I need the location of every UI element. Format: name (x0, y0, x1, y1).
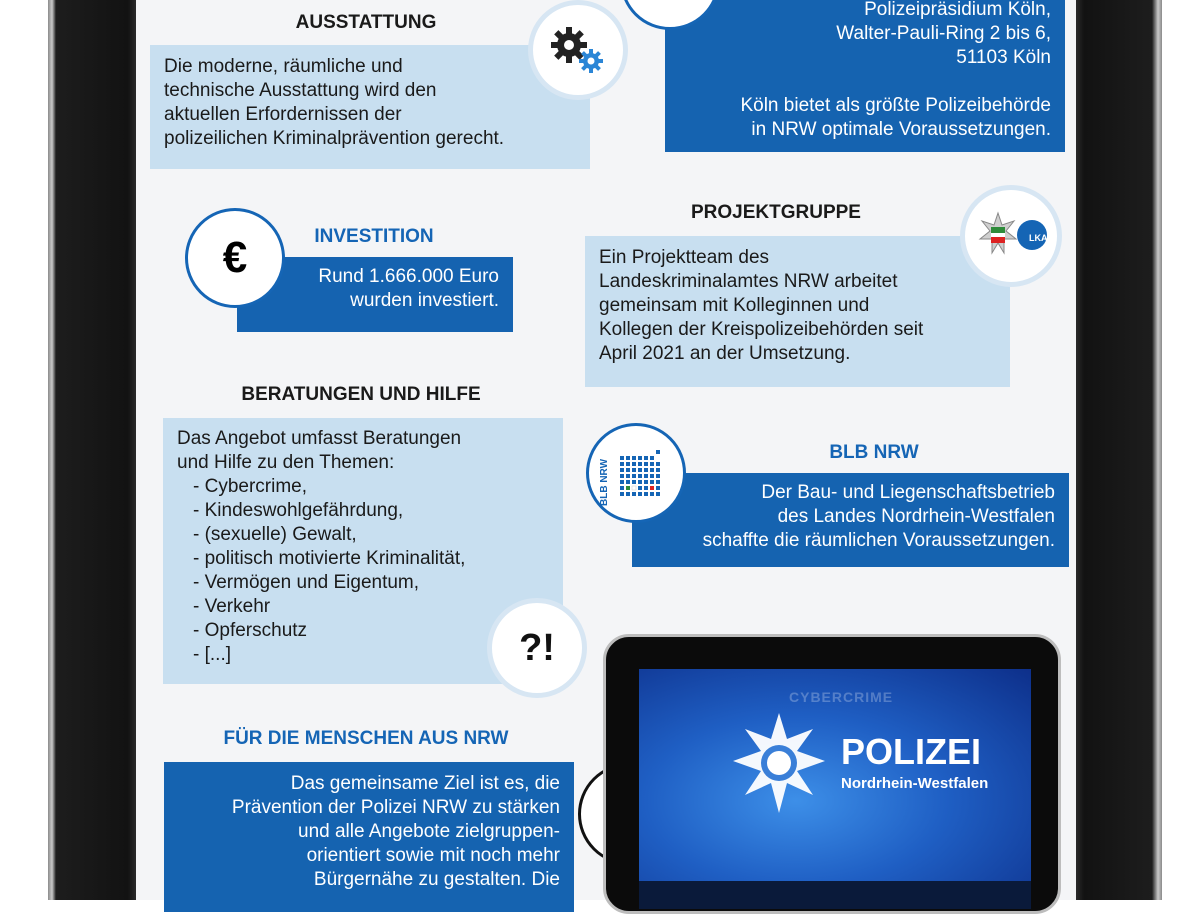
standort-line: Walter-Pauli-Ring 2 bis 6, (836, 23, 1051, 44)
standort-note-line: Köln bietet als größte Polizeibehörde (740, 95, 1051, 116)
tablet-mockup (603, 634, 1061, 914)
beratungen-intro-line: Das Angebot umfasst Beratungen (177, 428, 462, 449)
blb-line: Der Bau- und Liegenschaftsbetrieb (761, 482, 1055, 503)
beratungen-item: - politisch motivierte Kriminalität, (193, 548, 466, 569)
beratungen-item: - Verkehr (193, 596, 271, 617)
tablet-screen-floor (639, 881, 1031, 909)
beratungen-item: - [...] (193, 644, 231, 665)
menschen-box (164, 762, 574, 912)
projektgruppe-line: Ein Projektteam des (599, 247, 770, 268)
projektgruppe-line: April 2021 an der Umsetzung. (599, 343, 851, 364)
beratungen-item: - Opferschutz (193, 620, 308, 641)
gears-icon (528, 0, 628, 100)
euro-symbol: € (222, 233, 248, 282)
projektgruppe-line: Kollegen der Kreispolizeibehörden seit (599, 319, 924, 340)
beratungen-item: - Vermögen und Eigentum, (193, 572, 420, 593)
infographic-screen (136, 0, 1076, 900)
projektgruppe-title: PROJEKTGRUPPE (691, 202, 861, 223)
beratungen-item: - (sexuelle) Gewalt, (193, 524, 357, 545)
beratungen-title: BERATUNGEN UND HILFE (241, 384, 481, 405)
police-star-icon (729, 709, 829, 819)
blb-title: BLB NRW (829, 442, 919, 463)
ausstattung-line: aktuellen Erfordernissen der (164, 104, 402, 125)
tablet-screen (639, 669, 1031, 909)
menschen-title: FÜR DIE MENSCHEN AUS NRW (223, 728, 509, 749)
standort-line: Polizeipräsidium Köln, (864, 0, 1051, 20)
euro-icon (185, 208, 285, 308)
question-exclamation-icon (487, 598, 587, 698)
ausstattung-title: AUSSTATTUNG (295, 12, 437, 33)
investition-title: INVESTITION (314, 226, 434, 247)
investition-line: Rund 1.666.000 Euro (318, 266, 499, 287)
blb-logo-text: BLB NRW (599, 458, 610, 506)
blb-line: schaffte die räumlichen Voraussetzungen. (702, 530, 1055, 551)
projektgruppe-line: gemeinsam mit Kolleginnen und (599, 295, 870, 316)
menschen-line: Bürgernähe zu gestalten. Die (313, 869, 560, 890)
lka-logo-text: LKA (1029, 233, 1048, 243)
wall-text: CYBERCRIME (789, 689, 894, 705)
lka-logo-icon (960, 185, 1062, 287)
beratungen-intro-line: und Hilfe zu den Themen: (177, 452, 395, 473)
standort-line: 51103 Köln (956, 47, 1051, 68)
ausstattung-line: technische Ausstattung wird den (164, 80, 437, 101)
investition-line: wurden investiert. (350, 290, 499, 311)
menschen-line: und alle Angebote zielgruppen- (298, 821, 560, 842)
ausstattung-line: Die moderne, räumliche und (164, 56, 403, 77)
menschen-line: orientiert sowie mit noch mehr (306, 845, 560, 866)
standort-note-line: in NRW optimale Voraussetzungen. (751, 119, 1051, 140)
tablet-brand: POLIZEI (841, 731, 982, 772)
projektgruppe-box (585, 236, 1010, 387)
beratungen-item: - Cybercrime, (193, 476, 308, 497)
ausstattung-box (150, 45, 590, 169)
blb-logo-icon (586, 423, 686, 523)
tablet-sub: Nordrhein-Westfalen (841, 775, 989, 792)
standort-box (665, 0, 1065, 152)
menschen-line: Prävention der Polizei NRW zu stärken (231, 797, 560, 818)
ausstattung-line: polizeilichen Kriminalprävention gerecht. (164, 128, 505, 149)
beratungen-item: - Kindeswohlgefährdung, (193, 500, 404, 521)
blb-line: des Landes Nordrhein-Westfalen (777, 506, 1055, 527)
question-exclamation-symbol: ?! (519, 626, 555, 669)
blb-box (632, 473, 1069, 567)
device-frame-left (48, 0, 136, 900)
device-frame-right (1076, 0, 1162, 900)
projektgruppe-line: Landeskriminalamtes NRW arbeitet (599, 271, 898, 292)
menschen-line: Das gemeinsame Ziel ist es, die (290, 773, 560, 794)
